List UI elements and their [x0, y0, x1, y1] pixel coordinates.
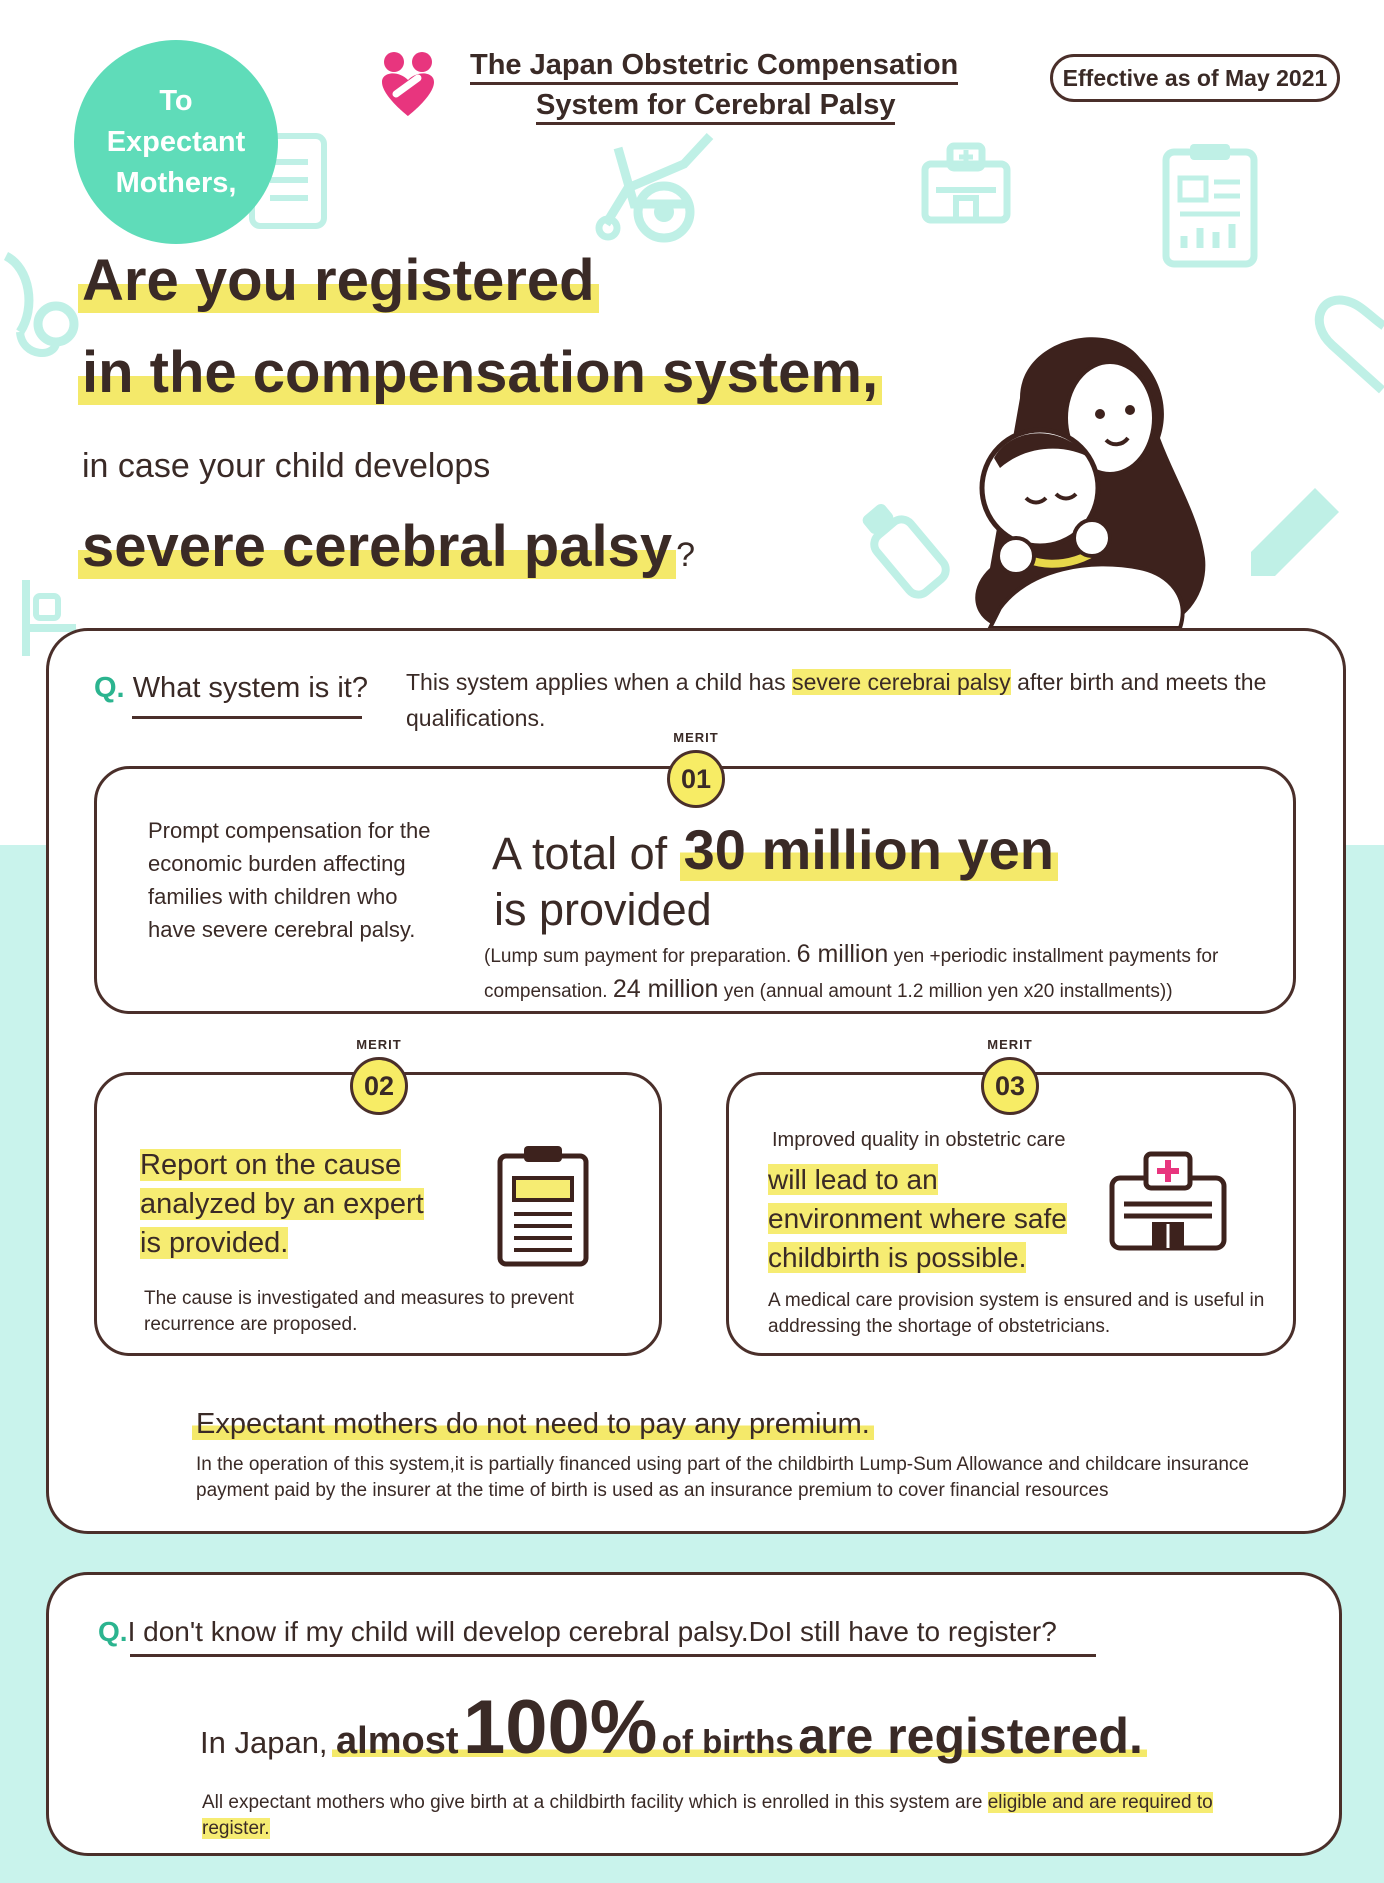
- q1-answer: [406, 664, 1296, 736]
- hospital-icon: [1108, 1150, 1228, 1252]
- merit1-detail-amt2: 24 million: [612, 975, 719, 1003]
- merit3-line1: will lead to an: [768, 1164, 938, 1195]
- merit1-detail-amt1: 6 million: [796, 940, 889, 968]
- merit1-big-pre: A total of: [492, 828, 668, 879]
- merit2-number-badge: 02: [350, 1057, 408, 1115]
- wheelchair-icon: [588, 128, 718, 243]
- q2-detail: [202, 1790, 1262, 1842]
- merit1-left-text: Prompt compensation for the economic burden affecting families with children who have severe cerebral palsy.: [148, 818, 431, 942]
- merit3-line3: childbirth is possible.: [768, 1242, 1027, 1273]
- merit1-detail-2: yen +periodic installment payments for compensation.: [484, 946, 1219, 1002]
- q2-answer-almost: almost: [336, 1720, 459, 1762]
- q2-answer-of: of births: [661, 1723, 794, 1760]
- merit2-label: MERIT: [356, 1037, 402, 1052]
- q1-question: [94, 668, 368, 708]
- headline-line4-text: severe cerebral palsy: [78, 514, 676, 579]
- merit3-number-badge: 03: [981, 1057, 1039, 1115]
- premium-headline: [192, 1404, 874, 1444]
- premium-headline-text: Expectant mothers do not need to pay any premium.: [192, 1408, 874, 1440]
- merit1-big-amount: 30 million yen: [680, 818, 1058, 881]
- mother-baby-illustration: [960, 318, 1240, 638]
- q2-q-mark: Q.: [98, 1616, 128, 1647]
- q2-underline: [130, 1654, 1096, 1657]
- headline-line1-text: Are you registered: [78, 248, 599, 313]
- merit1-big-post: is provided: [494, 884, 712, 935]
- q1-answer-post: after birth and meets the qualifications.: [406, 669, 1267, 731]
- report-clipboard-icon: [496, 1144, 590, 1268]
- merit1-detail-1: (Lump sum payment for preparation.: [484, 946, 792, 967]
- audience-badge-text: To Expectant Mothers,: [106, 84, 246, 199]
- header-title-line1: The Japan Obstetric Compensation: [470, 48, 958, 85]
- merit2-line1: Report on the cause: [140, 1149, 402, 1181]
- q2-question: [98, 1612, 1057, 1652]
- heart-logo-icon: [378, 50, 438, 120]
- q2-answer-are: are registered.: [798, 1708, 1143, 1764]
- q2-answer-pre: In Japan,: [200, 1725, 328, 1760]
- merit3-detail: A medical care provision system is ensured and is useful in addressing the shortage of obstetricians.: [768, 1290, 1265, 1337]
- headline-line1: [78, 246, 599, 316]
- q2-answer: [200, 1685, 1147, 1789]
- clipboard-chart-icon: [1160, 140, 1260, 270]
- q1-answer-pre: This system applies when a child has: [406, 669, 786, 695]
- merit2-headline: [140, 1146, 424, 1263]
- merit3-lead: Improved quality in obstetric care: [772, 1129, 1066, 1151]
- headline-line2-text: in the compensation system,: [78, 340, 882, 405]
- pencil-bg-icon: [1245, 480, 1345, 580]
- merit2-line3: is provided.: [140, 1227, 289, 1259]
- q1-underline: [132, 716, 362, 719]
- q2-answer-highlight: [332, 1685, 1147, 1770]
- merit1-detail: [484, 938, 1284, 1008]
- stethoscope-icon: [0, 248, 90, 368]
- headline-question-mark: ?: [676, 536, 696, 574]
- merit1-detail-3: yen (annual amount 1.2 million yen x20 installments)): [723, 981, 1173, 1002]
- q2-detail-highlight: eligible and are required to register.: [202, 1792, 1213, 1839]
- premium-detail: In the operation of this system,it is partially financed using part of the childbirth Lump-Sum Allowance and childcare insurance payment paid by the insurer at the time of birth is used as an insurance premium to cover financial resources: [196, 1454, 1249, 1501]
- merit2-line2: analyzed by an expert: [140, 1188, 424, 1220]
- hospital-bg-icon: [920, 142, 1012, 224]
- q1-q-mark: Q.: [94, 672, 125, 704]
- q1-answer-highlight: severe cerebrai palsy: [792, 669, 1011, 695]
- q2-answer-pct: 100%: [462, 1685, 658, 1770]
- baby-bottle-icon: [858, 500, 958, 600]
- headline-line4: [78, 512, 695, 590]
- q1-question-text: What system is it?: [132, 672, 368, 704]
- headline-line2: [78, 338, 882, 408]
- q2-question-text: I don't know if my child will develop cerebral palsy.DoI still have to register?: [127, 1616, 1057, 1647]
- header-title-line2: System for Cerebral Palsy: [536, 88, 895, 125]
- audience-badge: [74, 40, 278, 244]
- merit1-headline: [492, 820, 1058, 884]
- heart-bg-icon: [1302, 290, 1384, 400]
- merit3-line2: environment where safe: [768, 1203, 1067, 1234]
- merit2-detail: The cause is investigated and measures to prevent recurrence are proposed.: [144, 1288, 574, 1335]
- effective-date-badge: Effective as of May 2021: [1050, 54, 1340, 102]
- merit1-label: MERIT: [673, 730, 719, 745]
- merit1-number-badge: 01: [667, 750, 725, 808]
- headline-line3: in case your child develops: [82, 447, 491, 485]
- q2-detail-pre: All expectant mothers who give birth at a childbirth facility which is enrolled in this system are: [202, 1792, 983, 1813]
- merit3-headline: [768, 1160, 1067, 1277]
- merit3-label: MERIT: [987, 1037, 1033, 1052]
